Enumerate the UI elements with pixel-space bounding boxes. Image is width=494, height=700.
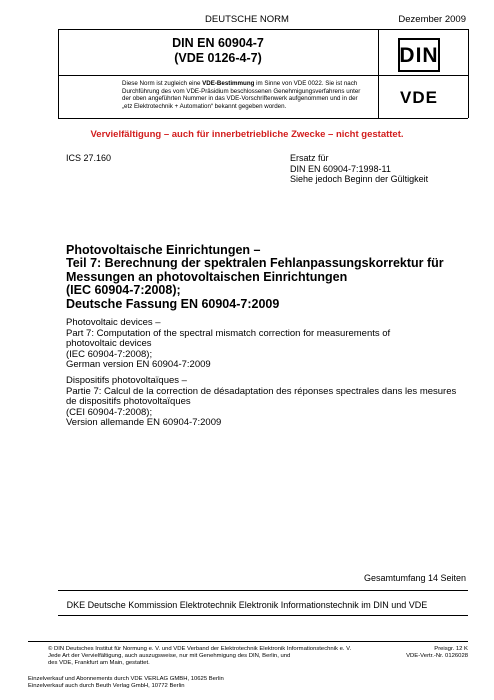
notice-line-1 xyxy=(122,80,377,88)
price-info xyxy=(406,646,468,660)
din-logo-text: DIN xyxy=(399,43,439,67)
english-title-line-4: (IEC 60904-7:2008); xyxy=(66,348,153,360)
french-title-line-3: de dispositifs photovoltaïques xyxy=(66,396,191,408)
notice-line-4: „etz Elektrotechnik + Automation“ bekannt gegeben worden. xyxy=(122,102,287,110)
notice-bottom-rule xyxy=(58,118,468,119)
vde-order-number: VDE-Vertr.-Nr. 0126028 xyxy=(406,653,468,659)
price-group: Preisgr. 12 K xyxy=(434,646,468,652)
german-title-line-2: Teil 7: Berechnung der spektralen Fehlanpassungskorrektur für xyxy=(66,256,444,271)
vde-logo: VDE xyxy=(400,88,438,107)
french-title-line-5: Version allemande EN 60904-7:2009 xyxy=(66,417,222,429)
vde-number: (VDE 0126-4-7) xyxy=(174,51,262,65)
copyright-line-1: © DIN Deutsches Institut für Normung e. V. und VDE Verband der Elektrotechnik Elektronik Informationstechnik e. V. xyxy=(48,646,352,652)
document-title xyxy=(58,32,378,66)
german-title-line-5: Deutsche Fassung EN 60904-7:2009 xyxy=(66,296,280,311)
ersatz-validity: Siehe jedoch Beginn der Gültigkeit xyxy=(290,174,429,184)
german-title-line-4: (IEC 60904-7:2008); xyxy=(66,283,181,298)
german-title-line-1: Photovoltaische Einrichtungen – xyxy=(66,243,261,257)
publication-date: Dezember 2009 xyxy=(398,14,466,25)
notice-text-a: Diese Norm ist zugleich eine xyxy=(122,80,203,87)
german-title xyxy=(66,244,456,311)
copyright-notice xyxy=(48,646,378,667)
logo-column-divider xyxy=(378,29,379,118)
total-pages: Gesamtumfang 14 Seiten xyxy=(363,573,466,583)
german-title-line-3: Messungen an photovoltaischen Einrichtungen xyxy=(66,269,348,284)
replacement-info xyxy=(290,153,428,185)
title-bottom-rule xyxy=(58,75,468,76)
frame-right-edge xyxy=(468,29,469,118)
copyright-line-3: des VDE, Frankfurt am Main, gestattet. xyxy=(48,660,150,666)
dke-top-rule xyxy=(58,590,468,591)
document-number: DIN EN 60904-7 xyxy=(172,36,264,50)
notice-line-3: der oben angeführten Nummer in das VDE-Vorschriftenwerk aufgenommen und in der xyxy=(122,95,358,103)
dke-commission: DKE Deutsche Kommission Elektrotechnik Elektronik Informationstechnik im DIN und VDE xyxy=(66,600,428,610)
reproduction-notice: Vervielfältigung – auch für innerbetriebliche Zwecke – nicht gestattet. xyxy=(90,129,404,140)
english-title-line-5: German version EN 60904-7:2009 xyxy=(66,359,211,371)
notice-text-b: im Sinne von VDE 0022. Sie ist nach xyxy=(254,80,358,87)
english-title-line-3: photovoltaic devices xyxy=(66,338,152,350)
norm-type-label: DEUTSCHE NORM xyxy=(205,14,289,25)
english-title xyxy=(66,318,466,371)
english-title-line-1: Photovoltaic devices – xyxy=(66,317,161,328)
copyright-line-2: Jede Art der Vervielfältigung, auch auszugsweise, nur mit Genehmigung des DIN, Berlin, und xyxy=(48,653,291,659)
english-title-line-2: Part 7: Computation of the spectral mismatch correction for measurements of xyxy=(66,327,391,339)
french-title-line-1: Dispositifs photovoltaïques – xyxy=(66,375,187,386)
french-title xyxy=(66,376,476,429)
sales-line-1: Einzelverkauf und Abonnements durch VDE VERLAG GMBH, 10625 Berlin xyxy=(28,676,224,682)
ersatz-label: Ersatz für xyxy=(290,153,329,163)
sales-line-2: Einzelverkauf auch durch Beuth Verlag GmbH, 10772 Berlin xyxy=(28,683,185,689)
header-top-rule xyxy=(58,29,468,30)
vde-notice xyxy=(122,80,377,110)
sales-info xyxy=(28,676,224,690)
ersatz-document: DIN EN 60904-7:1998-11 xyxy=(290,163,391,174)
dke-bottom-rule xyxy=(58,615,468,616)
footer-top-rule xyxy=(28,641,468,642)
ics-code: ICS 27.160 xyxy=(66,153,112,163)
french-title-line-2: Partie 7: Calcul de la correction de désadaptation des réponses spectrales dans les mesures xyxy=(66,385,457,397)
din-logo xyxy=(398,38,440,72)
notice-line-2: Durchführung des vom VDE-Präsidium beschlossenen Genehmigungsverfahrens unter xyxy=(122,87,361,95)
notice-vde-bestimmung: VDE-Bestimmung xyxy=(202,80,255,87)
french-title-line-4: (CEI 60904-7:2008); xyxy=(66,406,153,418)
